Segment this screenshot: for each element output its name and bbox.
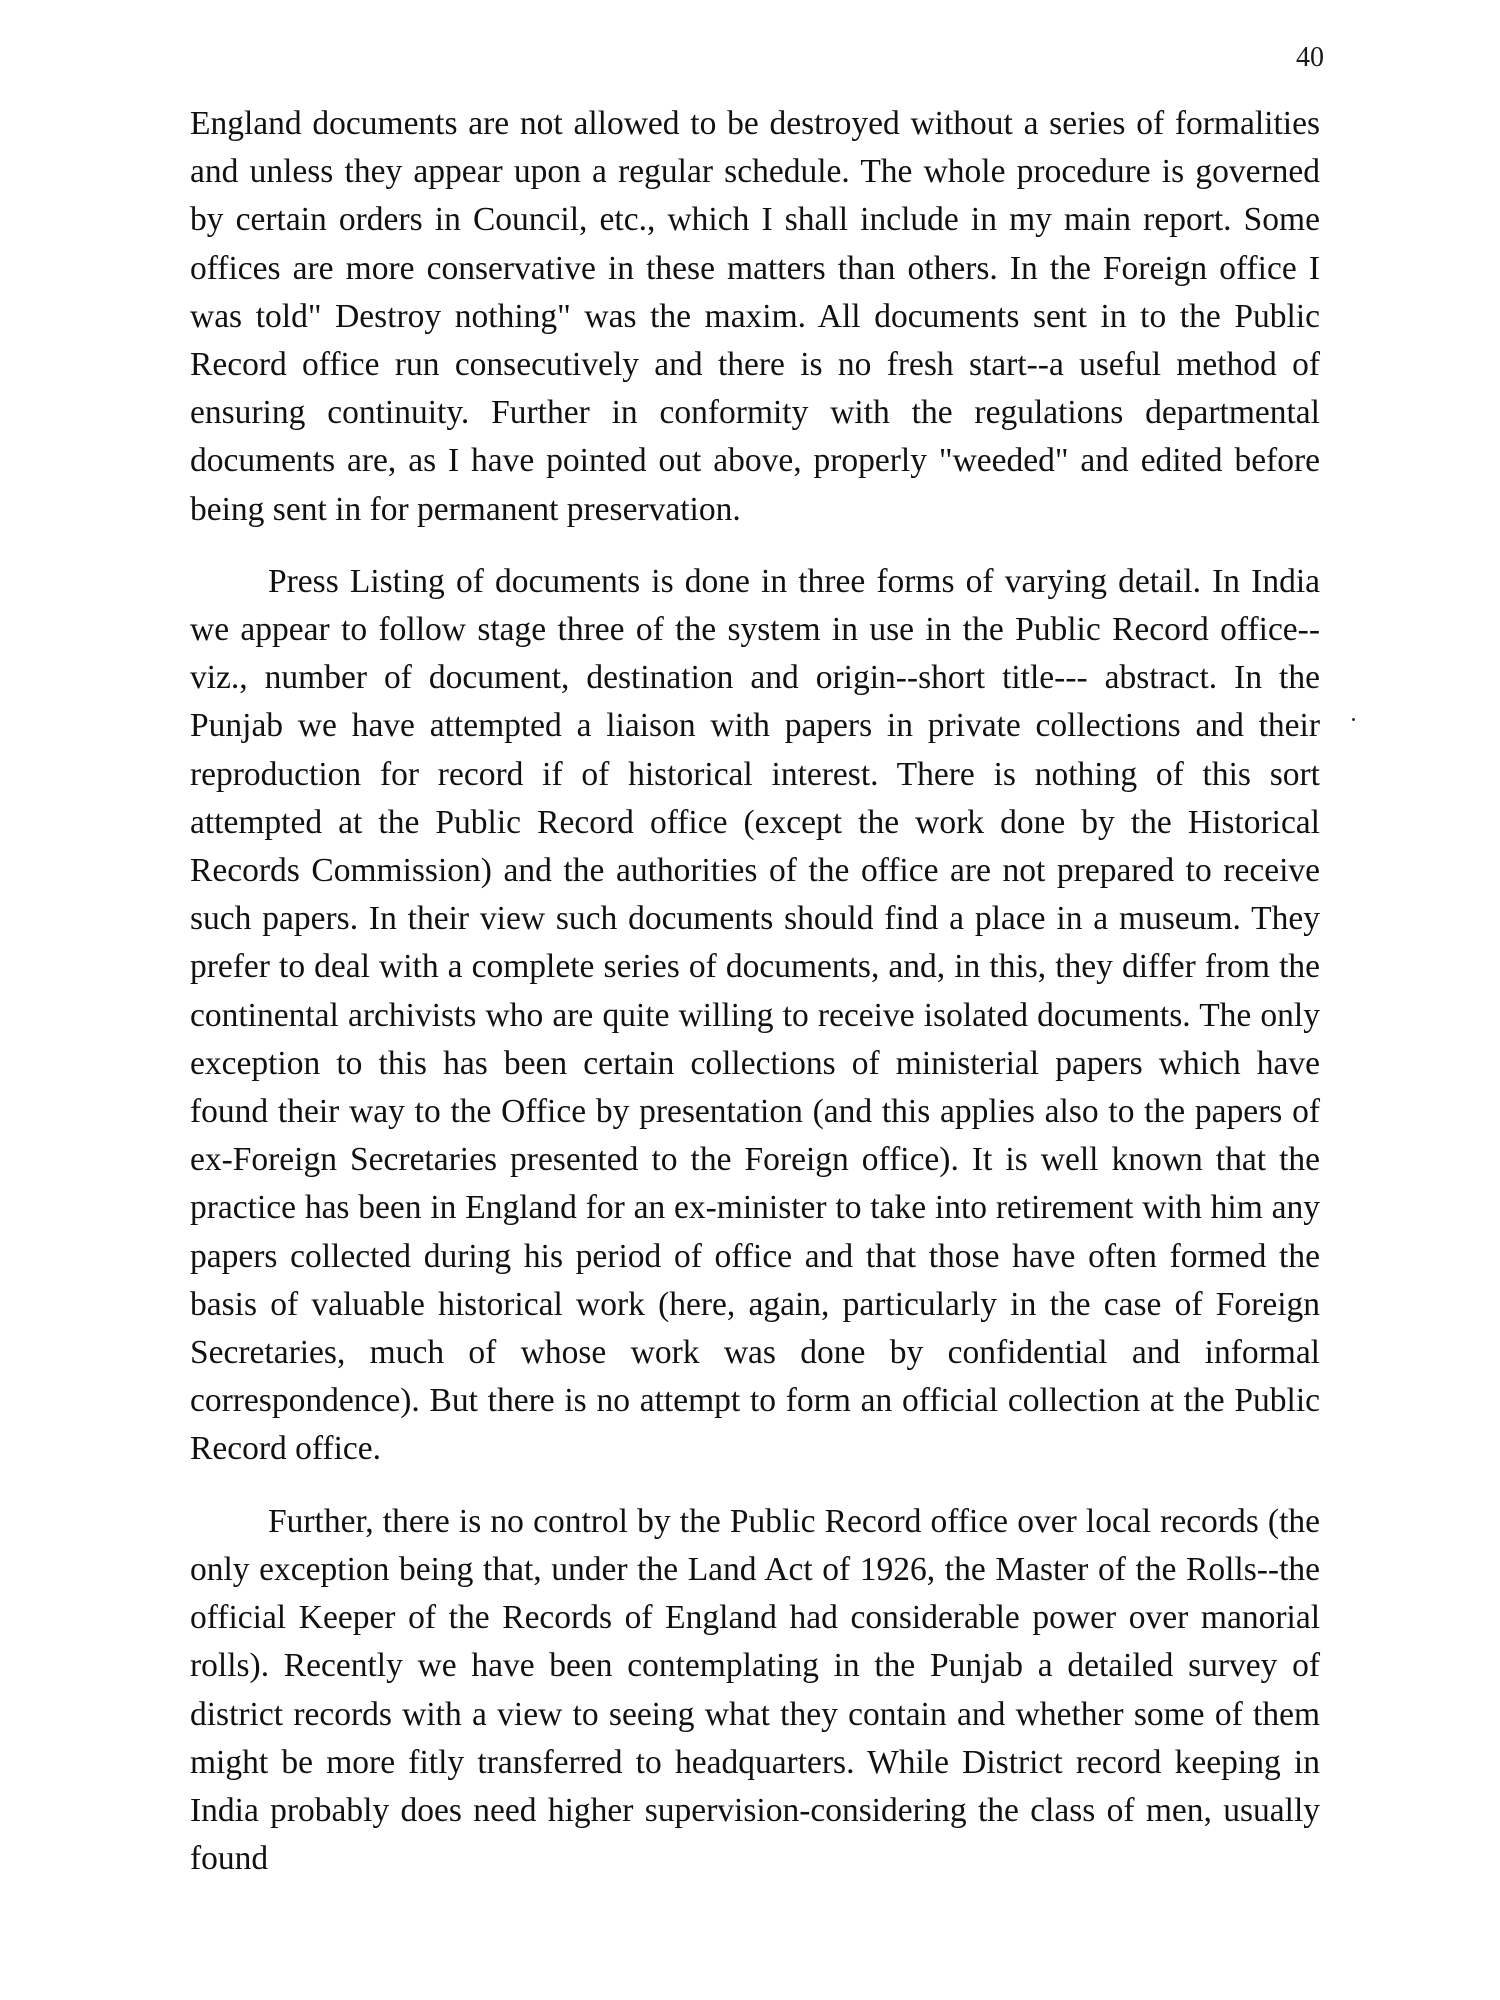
stray-ink-dot [1352, 718, 1355, 721]
paragraph-2: Press Listing of documents is done in three forms of varying detail. In India we appear to follow stage three of the system in use in the Public Record office--viz., number of document, destination and origin--short title--- abstract. In the Punjab we have attempted a liaison with papers in private collections and their reproduction for record if of historical interest. There is nothing of this sort attempted at the Public Record office (except the work done by the Historical Records Commission) and the authorities of the office are not prepared to receive such papers. In their view such documents should find a place in a museum. They prefer to deal with a complete series of documents, and, in this, they differ from the continental archivists who are quite willing to receive isolated documents. The only exception to this has been certain collections of ministerial papers which have found their way to the Office by presentation (and this applies also to the papers of ex-Foreign Secretaries presented to the Foreign office). It is well known that the practice has been in England for an ex-minister to take into retirement with him any papers collected during his period of office and that those have often formed the basis of valuable historical work (here, again, particularly in the case of Foreign Secretaries, much of whose work was done by confidential and informal correspondence). But there is no attempt to form an official collection at the Public Record office. [190, 562, 1320, 1468]
body-text [190, 100, 1320, 1907]
paragraph-3: Further, there is no control by the Public Record office over local records (the only exception being that, under the Land Act of 1926, the Master of the Rolls--the official Keeper of the Records of England had considerable power over manorial rolls). Recently we have been contemplating in the Punjab a detailed survey of district records with a view to seeing what they contain and whether some of them might be more fitly transferred to headquarters. While District record keeping in India probably does need higher supervision-considering the class of men, usually found [190, 1502, 1320, 1878]
paragraph-1: England documents are not allowed to be destroyed without a series of formalities and unless they appear upon a regular schedule. The whole procedure is governed by certain orders in Council, etc., which I shall include in my main report. Some offices are more conservative in these matters than others. In the Foreign office I was told" Destroy nothing" was the maxim. All documents sent in to the Public Record office run consecutively and there is no fresh start--a useful method of ensuring continuity. Further in conformity with the regulations departmental documents are, as I have pointed out above, properly "weeded" and edited before being sent in for permanent preservation. [190, 105, 1320, 528]
page-number: 40 [1296, 42, 1324, 73]
